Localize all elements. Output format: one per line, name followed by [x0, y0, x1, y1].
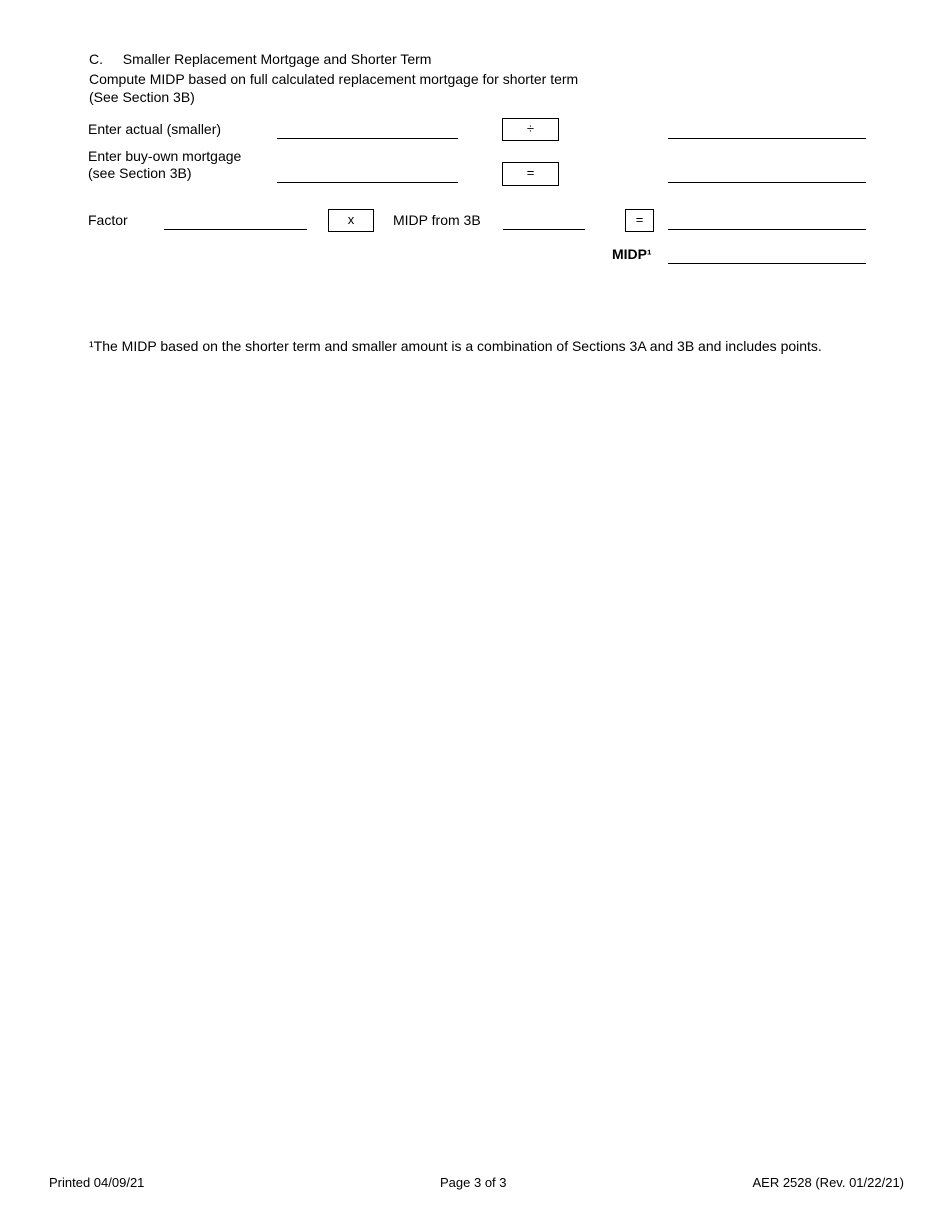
- section-heading: [89, 51, 431, 67]
- midp-result-label: MIDP¹: [612, 246, 652, 262]
- actual-smaller-input[interactable]: [277, 138, 458, 139]
- actual-smaller-label: Enter actual (smaller): [88, 121, 222, 137]
- midp-from-3b-label: MIDP from 3B: [393, 212, 481, 228]
- factor-result-input[interactable]: [668, 229, 866, 230]
- equals-operator-box: =: [502, 162, 559, 186]
- multiply-operator-box: x: [328, 209, 374, 232]
- midp-result-input[interactable]: [668, 263, 866, 264]
- buy-own-label-line2: (see Section 3B): [88, 165, 192, 181]
- section-instruction-line1: Compute MIDP based on full calculated replacement mortgage for shorter term: [89, 71, 579, 87]
- footer-page-number: Page 3 of 3: [440, 1175, 507, 1190]
- section-letter: C.: [89, 51, 103, 67]
- factor-label: Factor: [88, 212, 128, 228]
- buy-own-label-line1: Enter buy-own mortgage: [88, 148, 242, 164]
- section-title: Smaller Replacement Mortgage and Shorter Term: [122, 51, 432, 67]
- buy-own-mortgage-input[interactable]: [277, 182, 458, 183]
- buy-own-result-input[interactable]: [668, 182, 866, 183]
- equals-operator-box-2: =: [625, 209, 654, 232]
- factor-input[interactable]: [164, 229, 307, 230]
- midp-from-3b-input[interactable]: [503, 229, 585, 230]
- footer-form-id: AER 2528 (Rev. 01/22/21): [752, 1175, 904, 1190]
- divide-operator-box: ÷: [502, 118, 559, 141]
- actual-result-input[interactable]: [668, 138, 866, 139]
- footnote: ¹The MIDP based on the shorter term and smaller amount is a combination of Sections 3A and 3B and includes points.: [89, 338, 822, 354]
- footer-printed-date: Printed 04/09/21: [49, 1175, 145, 1190]
- section-instruction-line2: (See Section 3B): [89, 89, 195, 105]
